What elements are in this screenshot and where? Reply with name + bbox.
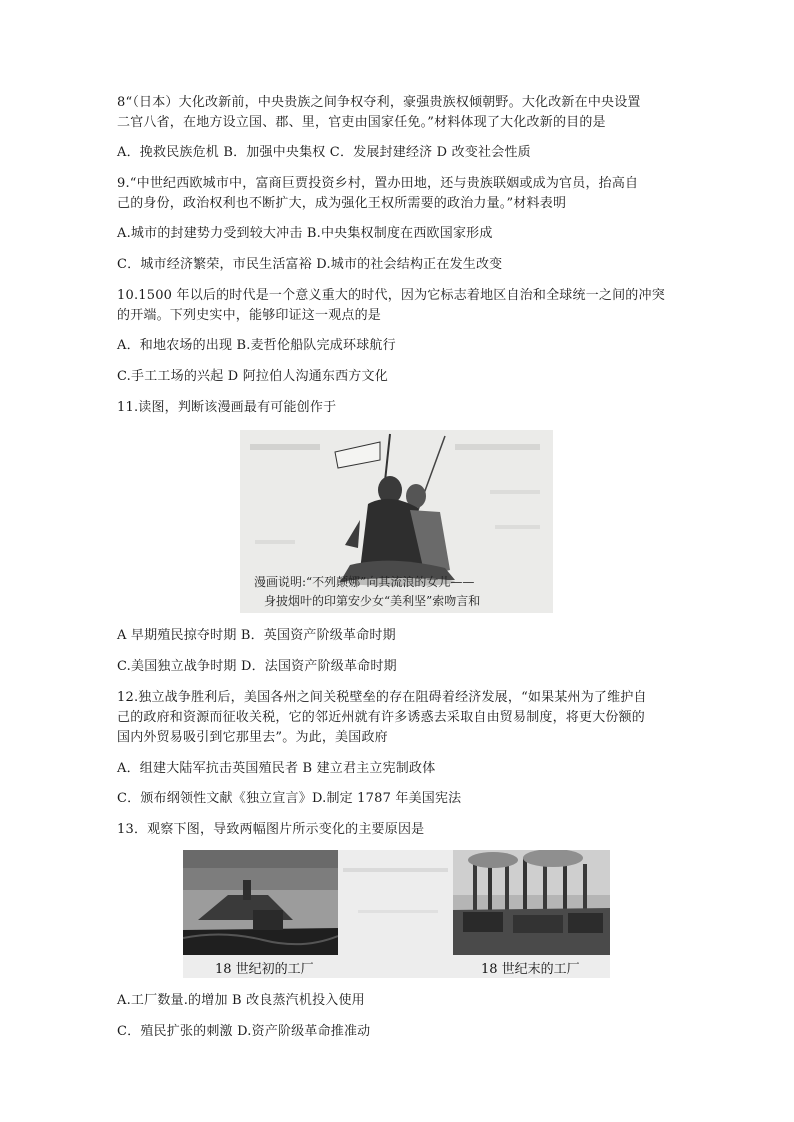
q13-options-1: A.工厂数量.的增加 B 改良蒸汽机投入使用	[117, 993, 365, 1008]
q8-stem-line2: 二官八省，在地方设立国、郡、里，官吏由国家任免。”材料体现了大化改新的目的是	[117, 115, 606, 130]
q8-stem-line1: 8“（日本）大化改新前，中央贵族之间争权夺利，豪强贵族权倾朝野。大化改新在中央设置	[117, 95, 641, 110]
cartoon-caption-line1: 漫画说明:“不列颠娜”向其流浪的女儿——	[254, 575, 475, 589]
cartoon-caption-line2: 身披烟叶的印第安少女“美利坚”索吻言和	[264, 594, 481, 608]
photo-left-caption: 18 世纪初的工厂	[215, 962, 314, 977]
photo-right-caption: 18 世纪末的工厂	[481, 962, 580, 977]
cartoon-image	[240, 430, 553, 613]
q9-stem-line2: 己的身份，政治权利也不断扩大，成为强化王权所需要的政治力量。”材料表明	[117, 196, 567, 211]
q12-stem-line1: 12.独立战争胜利后，美国各州之间关税壁垒的存在阻碍着经济发展，“如果某州为了维护自	[117, 690, 647, 705]
q10-options-2: C.手工工场的兴起 D 阿拉伯人沟通东西方文化	[117, 369, 388, 384]
q8-options: A．挽救民族危机 B．加强中央集权 C．发展封建经济 D 改变社会性质	[117, 145, 531, 160]
q10-stem-line1: 10.1500 年以后的时代是一个意义重大的时代，因为它标志着地区自治和全球统一之间的冲突	[117, 288, 665, 303]
q12-options-1: A．组建大陆军抗击英国殖民者 B 建立君主立宪制政体	[117, 761, 436, 776]
q12-options-2: C．颁布纲领性文献《独立宣言》D.制定 1787 年美国宪法	[117, 791, 462, 806]
early-factory-photo	[183, 850, 338, 955]
q10-options-1: A．和地农场的出现 B.麦哲伦船队完成环球航行	[117, 338, 396, 353]
q9-stem-line1: 9.“中世纪西欧城市中，富商巨贾投资乡村，置办田地，还与贵族联姻或成为官员，抬高自	[117, 176, 639, 191]
q9-options-2: C．城市经济繁荣，市民生活富裕 D.城市的社会结构正在发生改变	[117, 257, 503, 272]
q10-stem-line2: 的开端。下列史实中，能够印证这一观点的是	[117, 308, 382, 323]
q11-stem: 11.读图，判断该漫画最有可能创作于	[117, 400, 337, 415]
q9-options-1: A.城市的封建势力受到较大冲击 B.中央集权制度在西欧国家形成	[117, 226, 493, 241]
q11-options-1: A 早期殖民掠夺时期 B．英国资产阶级革命时期	[117, 628, 396, 643]
q13-options-2: C．殖民扩张的刺激 D.资产阶级革命推准动	[117, 1024, 371, 1039]
faint-text-mark	[343, 868, 448, 872]
faint-text-mark	[358, 910, 438, 913]
late-factory-photo	[453, 850, 610, 955]
q11-options-2: C.美国独立战争时期 D．法国资产阶级革命时期	[117, 659, 397, 674]
q12-stem-line2: 己的政府和资源而征收关税，它的邻近州就有许多诱惑去采取自由贸易制度，将更大份额的	[117, 710, 646, 725]
q13-stem: 13．观察下图，导致两幅图片所示变化的主要原因是	[117, 822, 425, 837]
factory-photos	[183, 850, 610, 978]
q12-stem-line3: 国内外贸易吸引到它那里去”。为此，美国政府	[117, 730, 388, 745]
